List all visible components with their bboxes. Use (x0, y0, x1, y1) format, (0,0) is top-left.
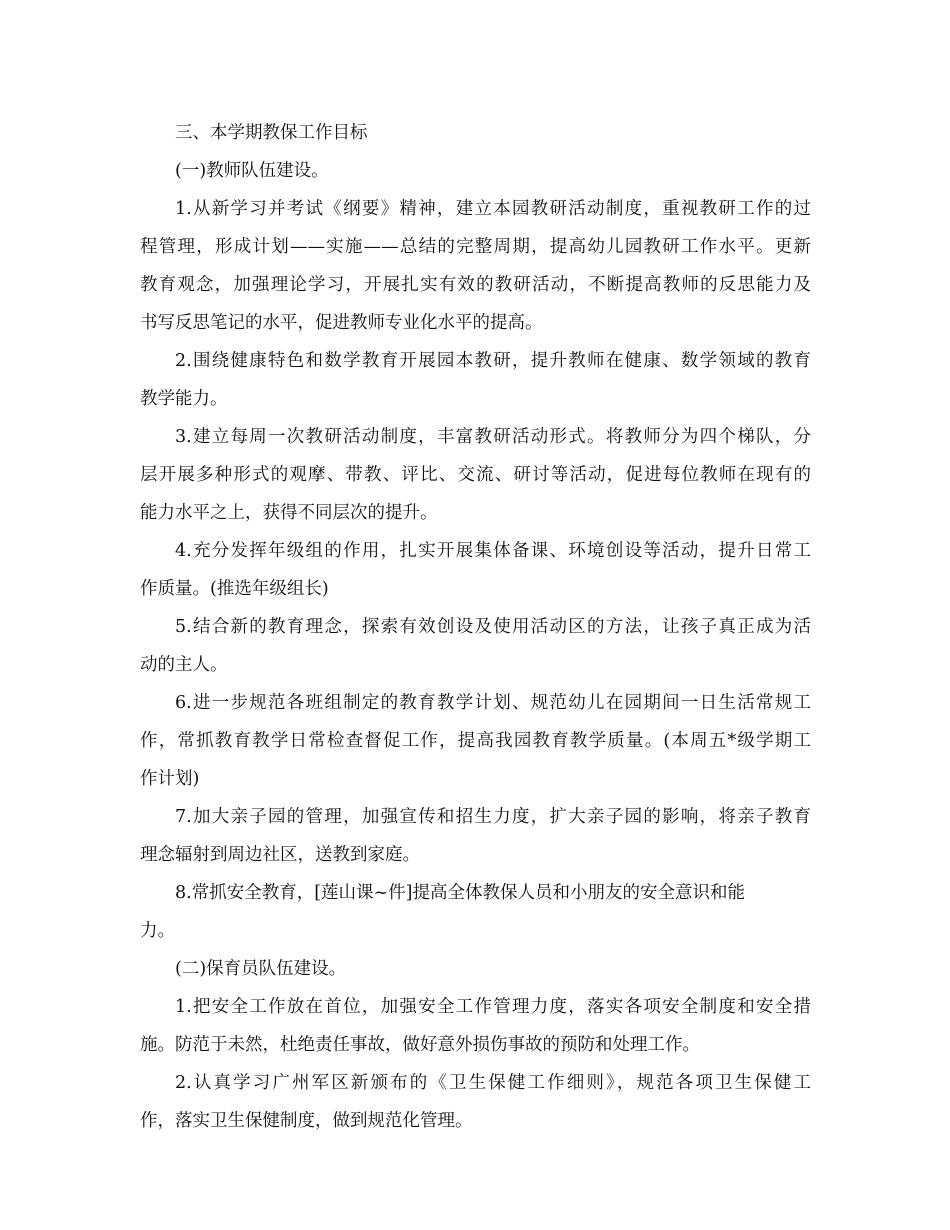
section-heading: 三、本学期教保工作目标 (175, 123, 368, 143)
paragraph-line: 4.充分发挥年级组的作用，扎实开展集体备课、环境创设等活动，提升日常工 (175, 541, 811, 561)
paragraph-line: 3.建立每周一次教研活动制度，丰富教研活动形式。将教师分为四个梯队，分 (175, 427, 811, 447)
paragraph-line: 力。 (140, 921, 175, 941)
paragraph-line: 7.加大亲子园的管理，加强宣传和招生力度，扩大亲子园的影响，将亲子教育 (175, 807, 811, 827)
paragraph-line: 2.围绕健康特色和数学教育开展园本教研，提升教师在健康、数学领域的教育 (175, 351, 811, 371)
subsection-heading: (一)教师队伍建设。 (175, 161, 329, 181)
paragraph-line: 教学能力。 (140, 389, 228, 409)
paragraph-line: 作，落实卫生保健制度，做到规范化管理。 (140, 1111, 473, 1131)
paragraph-line: 1.把安全工作放在首位，加强安全工作管理力度，落实各项安全制度和安全措 (175, 997, 811, 1017)
paragraph-line: 作，常抓教育教学日常检查督促工作，提高我园教育教学质量。(本周五*级学期工 (140, 731, 811, 751)
paragraph-line: 教育观念，加强理论学习，开展扎实有效的教研活动，不断提高教师的反思能力及 (140, 275, 811, 295)
paragraph-line: 书写反思笔记的水平，促进教师专业化水平的提高。 (140, 313, 543, 333)
paragraph-line: 作质量。(推选年级组长) (140, 579, 329, 599)
paragraph-line: 能力水平之上，获得不同层次的提升。 (140, 503, 438, 523)
paragraph-line: 层开展多种形式的观摩、带教、评比、交流、研讨等活动，促进每位教师在现有的 (140, 465, 811, 485)
paragraph-line: 8.常抓安全教育，[莲山课~件]提高全体教保人员和小朋友的安全意识和能 (175, 883, 746, 903)
paragraph-line: 2.认真学习广州军区新颁布的《卫生保健工作细则》，规范各项卫生保健工 (175, 1073, 811, 1093)
paragraph-line: 动的主人。 (140, 655, 228, 675)
subsection-heading: (二)保育员队伍建设。 (175, 959, 347, 979)
paragraph-line: 1.从新学习并考试《纲要》精神，建立本园教研活动制度，重视教研工作的过 (175, 199, 811, 219)
paragraph-line: 5.结合新的教育理念，探索有效创设及使用活动区的方法，让孩子真正成为活 (175, 617, 811, 637)
paragraph-line: 程管理，形成计划——实施——总结的完整周期，提高幼儿园教研工作水平。更新 (140, 237, 811, 257)
paragraph-line: 施。防范于未然，杜绝责任事故，做好意外损伤事故的预防和处理工作。 (140, 1035, 700, 1055)
paragraph-line: 理念辐射到周边社区，送教到家庭。 (140, 845, 420, 865)
paragraph-line: 作计划) (140, 769, 200, 789)
paragraph-line: 6.进一步规范各班组制定的教育教学计划、规范幼儿在园期间一日生活常规工 (175, 693, 811, 713)
